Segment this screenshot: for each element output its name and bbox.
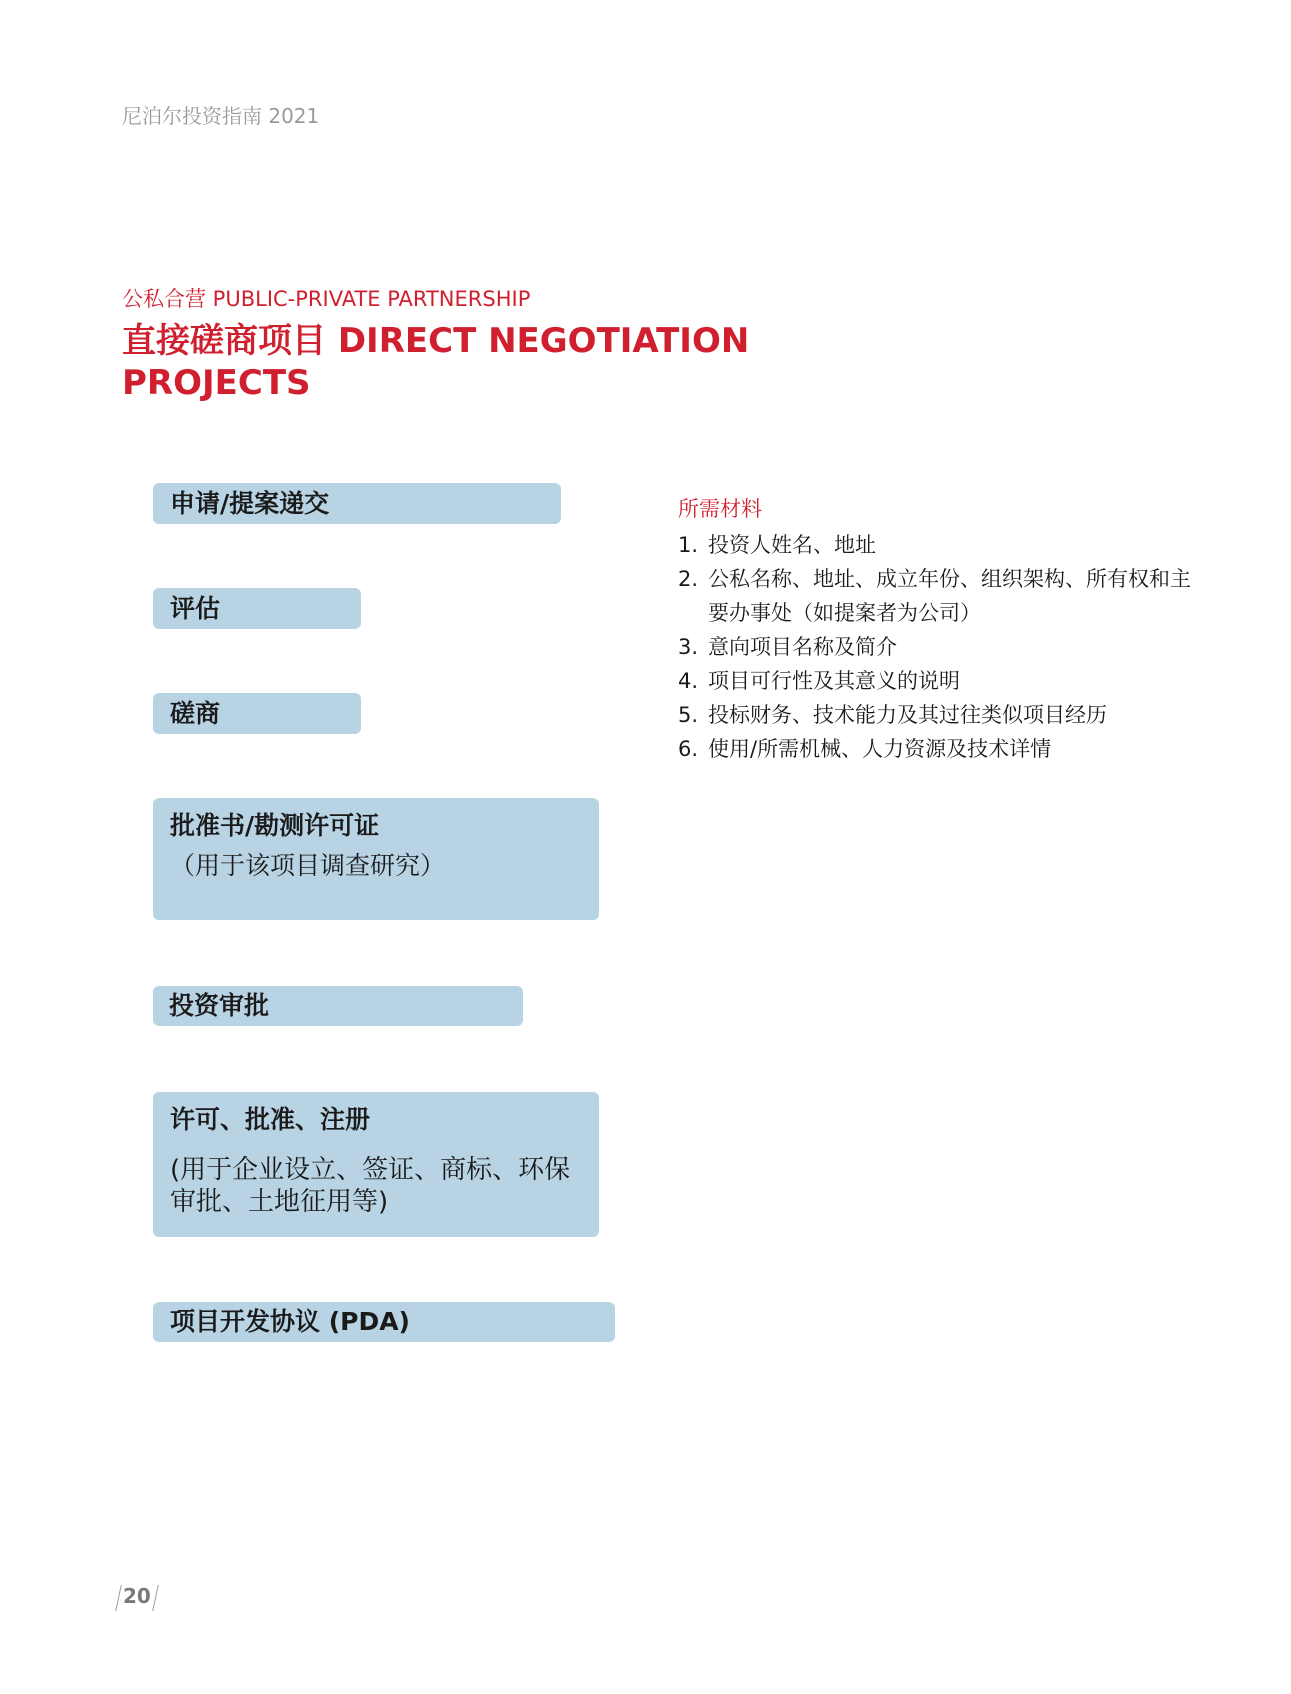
list-item (678, 664, 1198, 698)
step-label: 磋商 (170, 699, 221, 728)
materials-title: 所需材料 (678, 497, 762, 521)
list-item (678, 732, 1198, 766)
step-investment-approval-box (153, 986, 523, 1026)
divider (152, 1585, 159, 1611)
page-number (114, 1584, 160, 1611)
step-application-box (153, 483, 561, 524)
item-number: 4. (678, 669, 699, 693)
item-text: 投标财务、技术能力及其过往类似项目经历 (708, 703, 1107, 727)
document-header: 尼泊尔投资指南 2021 (122, 104, 320, 128)
step-evaluation-box (153, 588, 361, 629)
list-item (678, 528, 1198, 562)
item-text: 公私名称、地址、成立年份、组织架构、所有权和主要办事处（如提案者为公司） (708, 567, 1191, 625)
list-item (678, 698, 1198, 732)
step-label: 投资审批 (169, 991, 270, 1020)
materials-list (678, 528, 1198, 766)
item-text: 意向项目名称及简介 (708, 635, 897, 659)
step-label: 批准书/勘测许可证 (170, 811, 380, 840)
step-label: 申请/提案递交 (170, 489, 330, 518)
step-negotiation-box (153, 693, 361, 734)
item-text: 投资人姓名、地址 (708, 533, 876, 557)
item-text: 项目可行性及其意义的说明 (708, 669, 960, 693)
step-pda-box (153, 1302, 615, 1342)
step-sublabel: （用于该项目调查研究） (170, 851, 446, 880)
item-number: 1. (678, 533, 699, 557)
item-number: 6. (678, 737, 699, 761)
item-text: 使用/所需机械、人力资源及技术详情 (708, 737, 1052, 761)
list-item (678, 562, 1198, 630)
step-survey-license-box (153, 798, 599, 920)
section-label: 公私合营 PUBLIC-PRIVATE PARTNERSHIP (122, 287, 531, 311)
item-number: 3. (678, 635, 699, 659)
item-number: 2. (678, 567, 699, 591)
item-number: 5. (678, 703, 699, 727)
step-label: 评估 (170, 594, 221, 623)
step-permits-box (153, 1092, 599, 1237)
list-item (678, 630, 1198, 664)
step-label: 许可、批准、注册 (170, 1105, 371, 1134)
step-label: 项目开发协议 (PDA) (170, 1307, 410, 1336)
page-number-text: 20 (123, 1584, 151, 1608)
page-title: 直接磋商项目 DIRECT NEGOTIATION PROJECTS (122, 321, 750, 403)
step-sublabel: (用于企业设立、签证、商标、环保审批、土地征用等) (170, 1155, 571, 1217)
required-materials (678, 494, 1198, 766)
divider (115, 1585, 122, 1611)
